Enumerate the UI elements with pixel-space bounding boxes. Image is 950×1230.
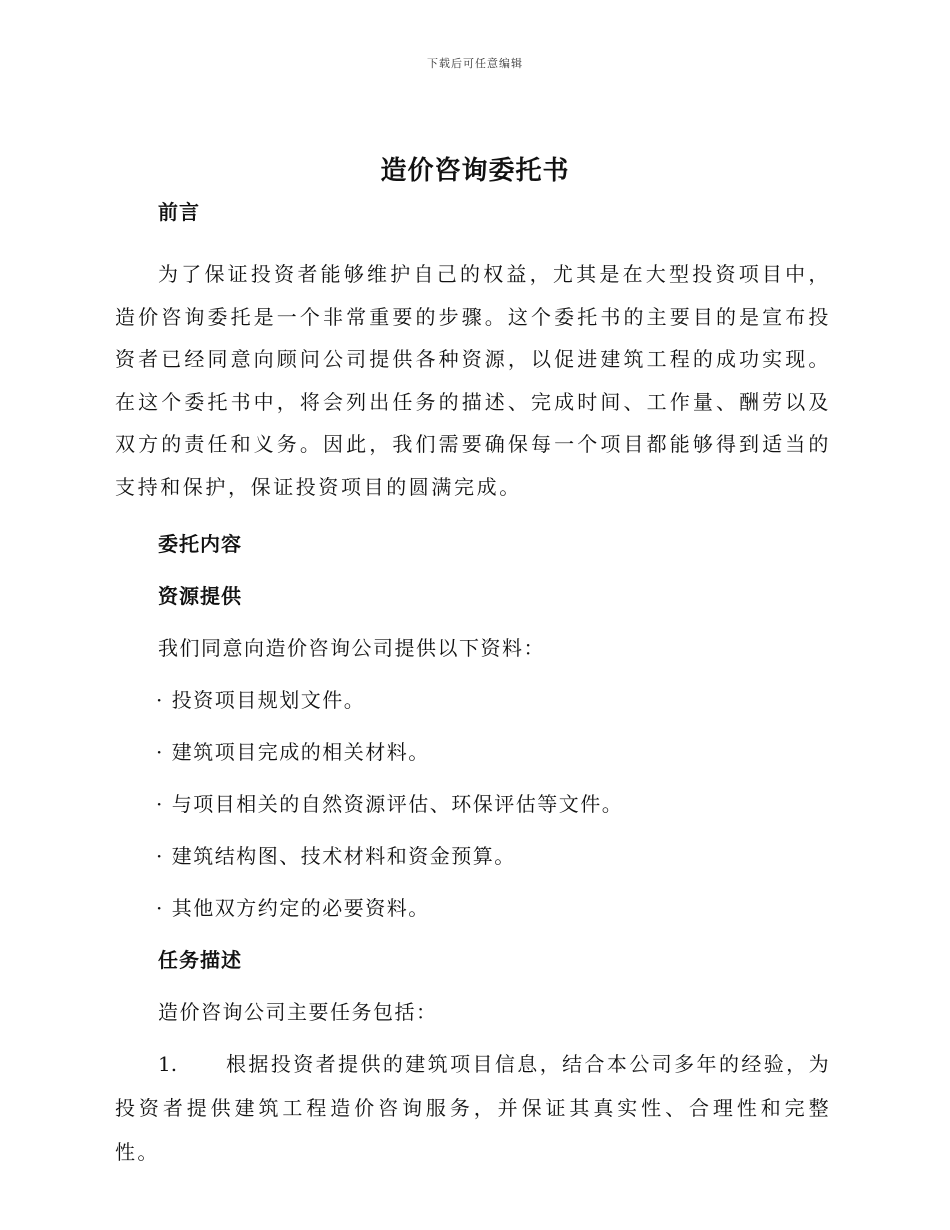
resources-list-item: · 建筑项目完成的相关材料。 bbox=[156, 740, 430, 764]
resources-intro: 我们同意向造价咨询公司提供以下资料： bbox=[158, 636, 545, 660]
tasks-item-number: 1. bbox=[158, 1052, 178, 1076]
section-heading-resources: 资源提供 bbox=[158, 584, 242, 608]
document-body bbox=[115, 196, 831, 1174]
section-heading-content: 委托内容 bbox=[158, 532, 242, 556]
page-header-note: 下载后可任意编辑 bbox=[427, 57, 523, 70]
resources-list-item: · 与项目相关的自然资源评估、环保评估等文件。 bbox=[156, 792, 624, 816]
resources-list-item: · 其他双方约定的必要资料。 bbox=[156, 896, 430, 920]
section-heading-tasks: 任务描述 bbox=[158, 948, 242, 972]
resources-list-item: · 投资项目规划文件。 bbox=[156, 688, 366, 712]
resources-list-item: · 建筑结构图、技术材料和资金预算。 bbox=[156, 844, 516, 868]
tasks-intro: 造价咨询公司主要任务包括： bbox=[158, 1000, 438, 1024]
tasks-list-item bbox=[115, 1042, 831, 1174]
tasks-item-text: 根据投资者提供的建筑项目信息，结合本公司多年的经验，为投资者提供建筑工程造价咨询服务，并保证其真实性、合理性和完整性。 bbox=[115, 1052, 831, 1164]
foreword-paragraph: 为了保证投资者能够维护自己的权益，尤其是在大型投资项目中，造价咨询委托是一个非常重要的步骤。这个委托书的主要目的是宣布投资者已经同意向顾问公司提供各种资源，以促进建筑工程的成功实现。在这个委托书中，将会列出任务的描述、完成时间、工作量、酬劳以及双方的责任和义务。因此，我们需要确保每一个项目都能够得到适当的支持和保护，保证投资项目的圆满完成。 bbox=[115, 262, 831, 499]
document-title: 造价咨询委托书 bbox=[380, 156, 570, 186]
section-heading-foreword: 前言 bbox=[158, 200, 200, 224]
